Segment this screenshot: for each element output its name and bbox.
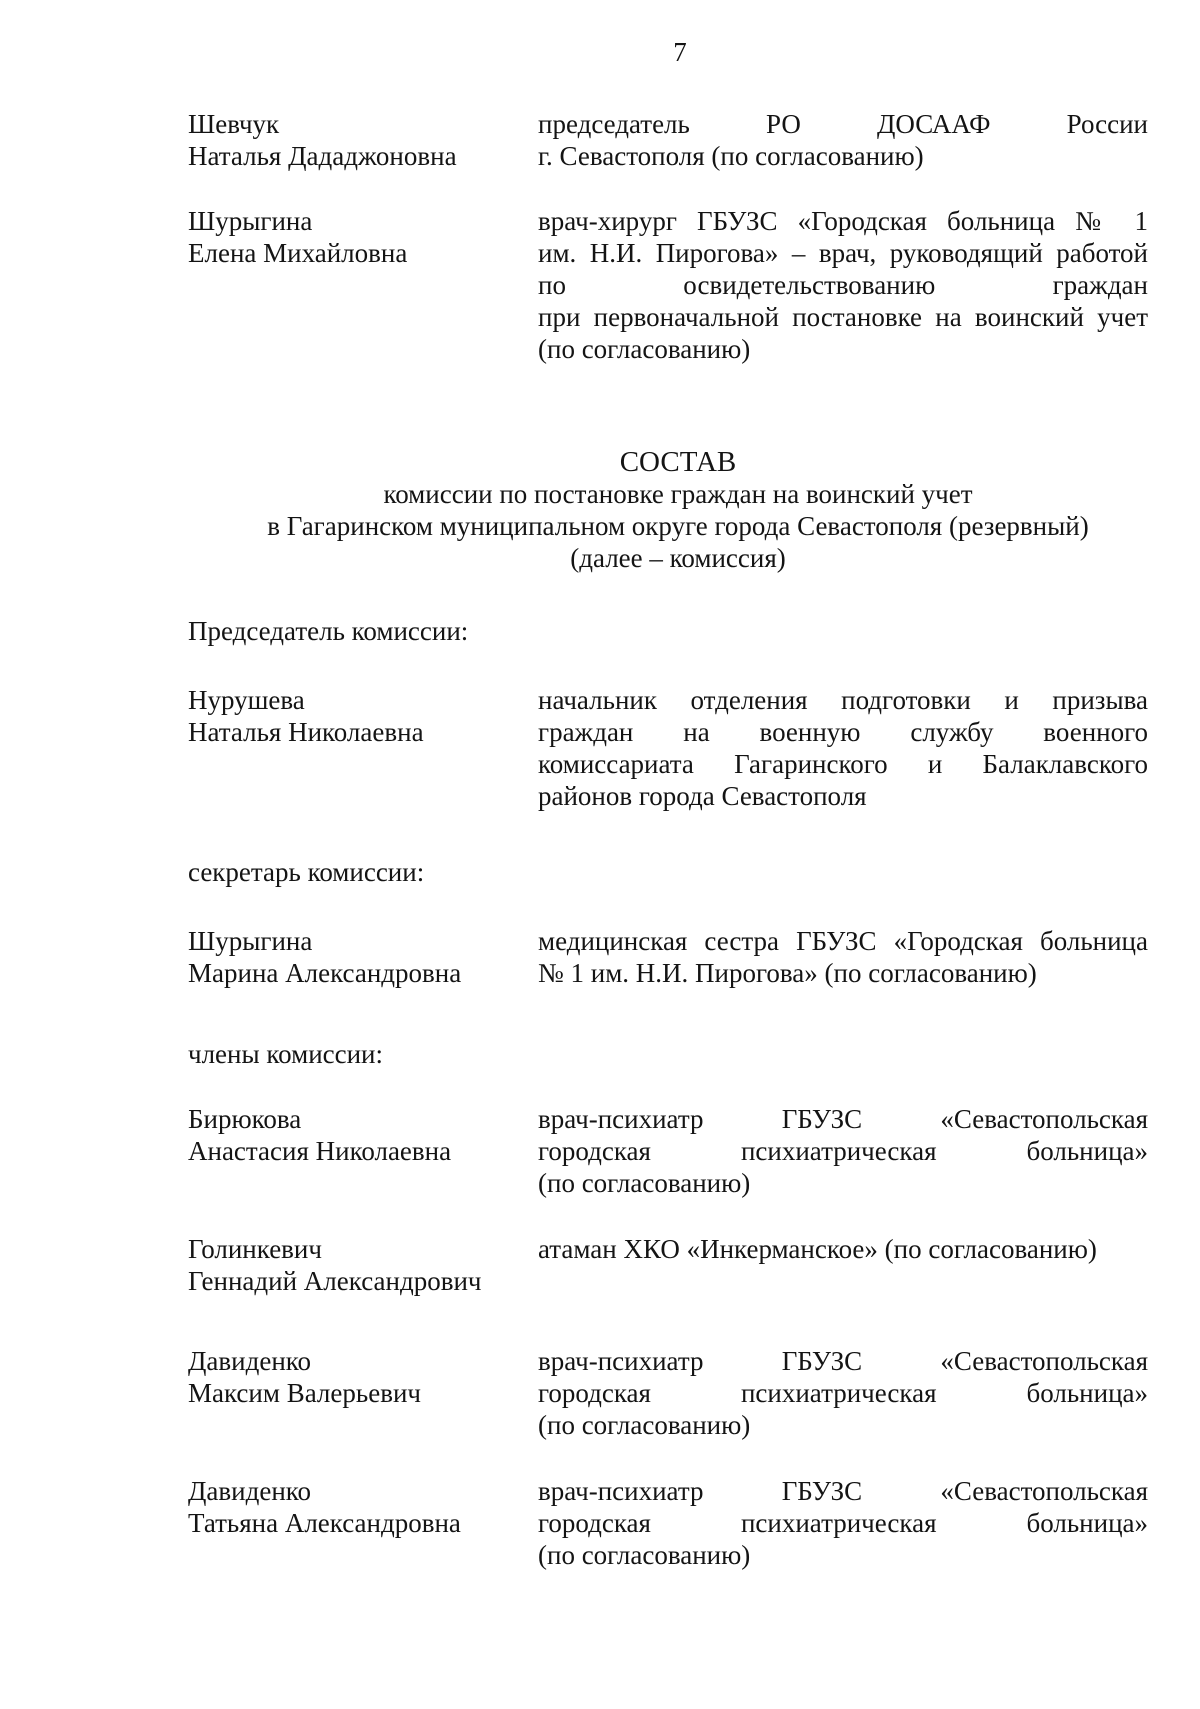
role-line: председатель РО ДОСААФ России: [538, 109, 1148, 139]
member-name: [188, 925, 528, 989]
member-surname: Давиденко: [188, 1346, 312, 1376]
role-line: г. Севастополя (по согласованию): [538, 141, 924, 171]
heading-line: в Гагаринском муниципальном округе города Севастополя (резервный): [267, 511, 1089, 541]
role-line: врач-психиатр ГБУЗС «Севастопольская: [538, 1104, 1148, 1134]
heading-line: комиссии по постановке граждан на воинский учет: [383, 479, 973, 509]
role-line: врач-хирург ГБУЗС «Городская больница № 1: [538, 206, 1148, 236]
member-role: [538, 1345, 1148, 1441]
member-given-names: Татьяна Александровна: [188, 1508, 461, 1538]
member-given-names: Наталья Дададжоновна: [188, 141, 457, 171]
member-name: [188, 205, 528, 269]
role-line: граждан на военную службу военного: [538, 717, 1148, 747]
role-line: врач-психиатр ГБУЗС «Севастопольская: [538, 1476, 1148, 1506]
section-label-members: члены комиссии:: [188, 1039, 384, 1069]
member-given-names: Марина Александровна: [188, 958, 462, 988]
member-surname: Давиденко: [188, 1476, 312, 1506]
section-label-secretary: секретарь комиссии:: [188, 857, 425, 887]
role-line: начальник отделения подготовки и призыва: [538, 685, 1148, 715]
role-line: медицинская сестра ГБУЗС «Городская больница: [538, 926, 1148, 956]
role-line: (по согласованию): [538, 334, 751, 364]
role-line: атаман ХКО «Инкерманское» (по согласованию): [538, 1234, 1097, 1264]
member-given-names: Анастасия Николаевна: [188, 1136, 452, 1166]
role-line: (по согласованию): [538, 1410, 751, 1440]
role-line: им. Н.И. Пирогова» – врач, руководящий работой: [538, 238, 1148, 268]
heading-line: (далее – комиссия): [570, 543, 786, 573]
member-surname: Шурыгина: [188, 926, 313, 956]
role-line: (по согласованию): [538, 1540, 751, 1570]
role-line: городская психиатрическая больница»: [538, 1136, 1148, 1166]
member-name: [188, 1345, 528, 1409]
section-label-chairman: Председатель комиссии:: [188, 616, 469, 646]
member-surname: Голинкевич: [188, 1234, 322, 1264]
member-given-names: Елена Михайловна: [188, 238, 408, 268]
role-line: (по согласованию): [538, 1168, 751, 1198]
member-surname: Шурыгина: [188, 206, 313, 236]
role-line: районов города Севастополя: [538, 781, 867, 811]
member-surname: Шевчук: [188, 109, 280, 139]
member-role: [538, 108, 1148, 172]
member-name: [188, 1475, 528, 1539]
member-name: [188, 1103, 528, 1167]
member-surname: Бирюкова: [188, 1104, 302, 1134]
role-line: городская психиатрическая больница»: [538, 1378, 1148, 1408]
member-surname: Нурушева: [188, 685, 305, 715]
member-role: [538, 1475, 1148, 1571]
role-line: при первоначальной постановке на воинский учет: [538, 302, 1148, 332]
role-line: по освидетельствованию граждан: [538, 270, 1148, 300]
member-name: [188, 684, 528, 748]
member-name: [188, 1233, 528, 1297]
member-given-names: Геннадий Александрович: [188, 1266, 482, 1296]
member-role: [538, 684, 1148, 812]
role-line: городская психиатрическая больница»: [538, 1508, 1148, 1538]
member-role: [538, 205, 1148, 365]
member-given-names: Наталья Николаевна: [188, 717, 424, 747]
member-name: [188, 108, 528, 172]
heading-title: СОСТАВ: [619, 446, 737, 478]
member-role: [538, 1103, 1148, 1199]
role-line: комиссариата Гагаринского и Балаклавского: [538, 749, 1148, 779]
member-given-names: Максим Валерьевич: [188, 1378, 421, 1408]
member-role: [538, 925, 1148, 989]
role-line: № 1 им. Н.И. Пирогова» (по согласованию): [538, 958, 1037, 988]
role-line: врач-психиатр ГБУЗС «Севастопольская: [538, 1346, 1148, 1376]
document-heading: [0, 446, 1200, 574]
page-number: 7: [673, 37, 687, 67]
member-role: [538, 1233, 1148, 1265]
